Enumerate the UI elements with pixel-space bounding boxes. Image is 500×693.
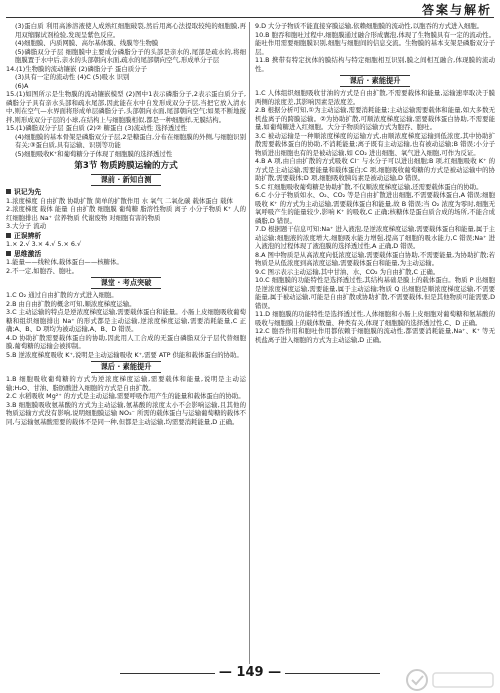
- answer-paragraph: 1.C 人体组织细胞吸收甘油的方式是自由扩散,不需要载体和能量,运输速率取决于膜两侧的浓度差,其影响因素是浓度差。: [255, 89, 495, 106]
- subsection-heading: 识记为先: [6, 188, 246, 197]
- answer-paragraph: 3.C 主动运输的特点是逆浓度梯度运输,需要载体蛋白和能量。小肠上皮细胞吸收葡萄糖和组织细胞排出 Na⁺ 的形式都是主动运输,逆浓度梯度运输,需要消耗能量,C 正确;A、B、D 项均为被动运输,A、B、D 错误。: [6, 308, 246, 333]
- answer-paragraph: 1.C O₂ 通过自由扩散的方式进入细胞。: [6, 291, 118, 299]
- answer-paragraph: 2.B 由自由扩散的概念可知,顺浓度梯度运输。: [6, 299, 136, 308]
- answer-paragraph: 3.C 被动运输是一种顺浓度梯度的运输方式,由顺浓度梯度运输到低浓度,其中协助扩散需要载体蛋白的协助,不消耗能量;离子既有主动运输,也有被动运输;B 错误;小分子物质进出细胞也有的是被动运输,如 CO₂ 进出细胞、氧气进入细胞,可作为反证。: [255, 131, 495, 157]
- answer-paragraph: 1.浓度梯度 自由扩散 协助扩散 简单的扩散作用 水 氧气 二氧化碳 载体蛋白 载体: [6, 196, 233, 205]
- subsection-heading: 思维激活: [6, 250, 246, 259]
- answer-paragraph: (4)细胞膜、内质网膜、高尔基体膜、线膜等生物膜: [15, 39, 159, 47]
- answer-paragraph: 10.B 胞吞和胞吐过程中,细胞膜通过融合形成囊泡,体现了生物膜具有一定的流动性。能吐作用需要细胞膜识别,细胞与细胞间的信息交流。生物膜的基本支架是磷脂双分子层。: [255, 30, 495, 56]
- answer-paragraph: 2.不一定,如胞吞、胞吐。: [6, 266, 79, 275]
- answer-paragraph: 2.B 根据分析可知,①为主动运输,需要消耗能量;主动运输需要载体和能量,如大多数无机盐离子的跨膜运输。②为协助扩散,可顺浓度梯度运输,需要载体蛋白协助,不需要能量,如葡萄糖进入红细胞。大分子物质的运输方式为胞吞、胞吐。: [255, 106, 495, 131]
- answer-paragraph: 5.B 逆浓度梯度吸收 K⁺,说明是主动运输吸收 K⁺,需要 ATP 供能和载体蛋白的协助。: [6, 350, 243, 359]
- answer-paragraph: (6)A: [15, 81, 29, 90]
- answer-paragraph: 9.C 图示表示主动运输,其中甘油、水、CO₂ 为自由扩散,C 正确。: [255, 267, 440, 276]
- answer-paragraph: 2.C 水稻吸收 Mg²⁺ 的方式是主动运输,需要呼吸作用产生的能量和载体蛋白的协助。: [6, 392, 245, 400]
- answer-paragraph: (3)具有一定的流动性 (4)C (5)吸水 识别: [15, 73, 130, 81]
- section-band: [6, 174, 246, 186]
- answer-paragraph: 3.大分子 流动: [6, 222, 47, 230]
- answer-paragraph: 8.A 图中物质是从高浓度向低浓度运输,需要载体蛋白协助,不需要能量,为协助扩散;若物质是从低浓度到高浓度运输,需要载体蛋白和能量,为主动运输。: [255, 250, 495, 267]
- footer-rule-left: [120, 673, 215, 674]
- band-label: 课后 · 素能提升: [340, 75, 411, 87]
- answer-paragraph: 1.× 2.√ 3.× 4.√ 5.× 6.√: [6, 240, 82, 248]
- section-band: [6, 361, 246, 373]
- answer-paragraph: 3.B 细胞膜吸收氨基酸的方式为主动运输,氨基酸的浓度太小不会影响运输,且其他的物质运输方式没有影响,说明细胞膜运输 NO₃⁻ 所需的载体蛋白与运输葡萄糖的载体不同,与运输氨基酸需要的载体不是同一种,但都是主动运输,均需要消耗能量,D 正确。: [6, 400, 246, 426]
- column-divider: [249, 22, 250, 664]
- footer-rule-right: [285, 673, 380, 674]
- answer-paragraph: 6.C 小分子物质如水、O₂、CO₂ 等是自由扩散进出细胞,不需要载体蛋白,A 错误;细胞吸收 K⁺ 的方式为主动运输,需要载体蛋白和能量,故 B 错误;当 O₂ 浓度为零时,细胞无氧呼吸产生的能量较少,影响 K⁺ 的吸收,C 正确;核糖体是蛋白质合成的场所,不能合成磷脂,D 错误。: [255, 191, 495, 225]
- answer-paragraph: 11.B 携带有特定抗体的膜结构与特定细胞相互识别,膜之间相互融合,体现膜的流动性。: [255, 56, 495, 73]
- page-number: — 149 —: [218, 665, 282, 680]
- band-label: 课后 · 素能提升: [91, 361, 162, 373]
- answer-paragraph: 2.浓度梯度 载体 能量 自由扩散 细胞膜 葡萄糖 脂溶性物质 离子 小分子物质 K⁺ 人的红细胞排出 Na⁺ 营养物质 代谢废物 对细胞有害的物质: [6, 205, 246, 222]
- section-title: 第3节 物质跨膜运输的方式: [74, 161, 178, 171]
- header-title: 答案与解析: [421, 3, 492, 17]
- answer-paragraph: 1.B 细胞吸收葡萄糖的方式为逆浓度梯度运输,需要载体和能量,说明是主动运输;H₂O、甘油、脂肪酸进入细胞的方式是自由扩散。: [6, 375, 246, 392]
- answer-paragraph: 11.D 细胞膜的功能特性是选择透过性,人体细胞和小肠上皮细胞对葡萄糖和氨基酸的吸收与细胞膜上的载体数量、种类有关,体现了细胞膜的选择透过性,C、D 正确。: [255, 310, 495, 327]
- answer-paragraph: 15.(1)如图所示是生物膜的流动镶嵌模型 (2)图中1表示磷脂分子,2表示蛋白质分子,磷脂分子具有亲水头部和疏水尾部,因此能在水中自发形成双分子层,当把它放入清水中,则在空气—水界面将形成单层磷脂分子,头部朝向水面,尾部朝向空气;如果不断地搅拌,则形成双分子层的小球,在结构上与细胞膜相似,都是一种细胞样,无膜结构。: [6, 90, 246, 124]
- watermark-logo-icon: [405, 668, 497, 692]
- answer-paragraph: 1.能量——线粒体,载体蛋白——核糖体。: [6, 258, 123, 266]
- right-column: [255, 22, 495, 662]
- section-band: [255, 75, 495, 87]
- header-rule: [6, 17, 494, 18]
- answer-paragraph: 4.D 协助扩散需要载体蛋白的协助,因此用人工合成的无蛋白磷脂双分子层代替细胞膜,葡萄糖的运输会被抑制。: [6, 333, 246, 350]
- answer-paragraph: 4.B A 项,由自由扩散的方式吸收 Cl⁻ 与水分子可以进出细胞;B 项,红细胞吸收 K⁺ 的方式是主动运输,需要能量和载体蛋白;C 项,细胞吸收葡萄糖的方式是被动运输中的协助扩散,需要载体;D 项,细胞吸收胰岛素是被动运输,D 错误。: [255, 157, 495, 182]
- band-label: 课前 · 新知自测: [91, 174, 162, 186]
- answer-paragraph: 10.C 细胞膜的功能特性是选择透过性,其结构基础是膜上的载体蛋白。物质 P 出细胞是逆浓度梯度运输,需要能量,属于主动运输;物质 Q 出细胞是顺浓度梯度运输,不需要能量,属于被动运输,可能是自由扩散或协助扩散,不需要载体,但是其他物质可能需要,D 错误。: [255, 276, 495, 310]
- band-label: 课堂 · 考点突破: [91, 277, 162, 289]
- subsection-heading: 正误辨析: [6, 232, 246, 241]
- answer-paragraph: 9.D 大分子物质不能直接穿膜运输,依赖细胞膜的流动性,以胞吞的方式进入细胞。: [255, 22, 484, 30]
- answer-paragraph: 14.(1)生物膜的流动镶嵌 (2)磷脂分子 蛋白质分子: [6, 64, 147, 73]
- answer-paragraph: (5)磷脂双分子层 细胞膜中主要成分磷脂分子的头部是亲水的,尾部是疏水的,将细胞膜置于水中后,亲水的头部朝向水面,疏水的尾部朝向空气,形成单分子层: [15, 47, 246, 64]
- answer-paragraph: (4)细胞膜的基本骨架是磷脂双分子层,2是糖蛋白,分布在细胞膜的外侧,与细胞识别有关;③蛋白质,具有运输、识别等功能: [15, 132, 246, 149]
- answer-paragraph: 7.D 根据题干信息可知:Na⁺ 进入液泡,是逆浓度梯度运输,需要载体蛋白和能量,属于主动运输;细胞液的浓度增大,细胞吸水能力增强,提高了细胞的吸水能力,C 错误;Na⁺ 进入液泡的过程体现了液泡膜的选择透过性,A 正确,D 错误。: [255, 225, 495, 250]
- section-band: [6, 277, 246, 289]
- answer-paragraph: 15.(1)磷脂双分子层 蛋白质 (2)② 糖蛋白 (3)流动性 选择透过性: [6, 124, 188, 132]
- answer-paragraph: 5.C 红细胞吸收葡萄糖是协助扩散,不仅顺浓度梯度运输,还需要载体蛋白的协助。: [255, 182, 483, 191]
- answer-paragraph: (3)蛋白质 利用高渗溶液使人成熟红细胞破裂,然后用离心法提取较纯的细胞膜,再用双缩脲试剂检验,发现呈紫色反应。: [15, 22, 246, 39]
- answer-paragraph: 12.C 胞吞作用和胞吐作用都依赖于细胞膜的流动性,都需要消耗能量,Na⁺、K⁺ 等无机盐离子进入细胞的方式为主动运输,D 正确。: [255, 327, 495, 344]
- answer-paragraph: (5)细胞吸收K⁺和葡萄糖分子体现了细胞膜的选择透过性: [15, 149, 173, 158]
- page-header: [0, 0, 500, 22]
- left-column: [6, 22, 246, 662]
